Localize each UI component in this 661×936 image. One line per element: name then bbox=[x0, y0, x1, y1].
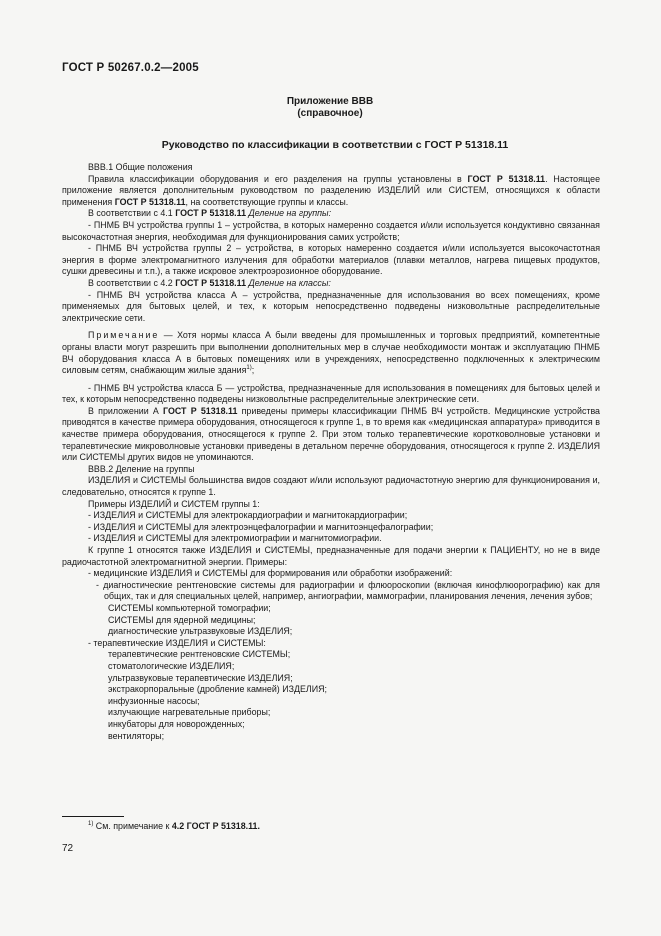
footnote-mark: 1) bbox=[88, 821, 94, 828]
appendix-subtitle: (справочное) bbox=[297, 108, 363, 119]
appendix-title: Приложение ВВВ bbox=[286, 96, 374, 107]
list-item: - ИЗДЕЛИЯ и СИСТЕМЫ для электрокардиографии и магнитокардиографии; bbox=[88, 510, 408, 521]
list-item: терапевтические рентгеновские СИСТЕМЫ; bbox=[108, 649, 291, 660]
list-item: вентиляторы; bbox=[108, 730, 165, 741]
list-item: излучающие нагревательные приборы; bbox=[108, 707, 271, 718]
list-item: СИСТЕМЫ компьютерной томографии; bbox=[108, 602, 271, 613]
paragraph: В приложении А ГОСТ Р 51318.11 приведены примеры классификации ПНМБ ВЧ устройств. Медицинские устройства приводятся в качестве примера оборудования, относящегося к группе 1, в то время как «медицинская аппаратура» приводится в качестве примера оборудования, относящегося к группе 2. При этом только терапевтические коротковолновые установки и терапевтические микроволновые установки приведены в детальном перечне оборудования, относящегося к группе 2. ИЗДЕЛИЯ или СИСТЕМЫ других видов не упоминаются. bbox=[62, 405, 600, 463]
list-item: - ПНМБ ВЧ устройства группы 1 – устройства, в которых намеренно создается и/или используется кондуктивно связанная высокочастотная энергия, необходимая для функционирования самих устройств; bbox=[62, 219, 600, 242]
body-text bbox=[62, 162, 600, 742]
note-label: Примечание bbox=[88, 330, 160, 341]
list-item: инфузионные насосы; bbox=[108, 695, 200, 706]
running-header: ГОСТ Р 50267.0.2—2005 bbox=[62, 62, 199, 74]
paragraph: Правила классификации оборудования и его разделения на группы установлены в ГОСТ Р 51318.11. Настоящее приложение является дополнительным руководством по разделению ИЗДЕЛИЙ или СИСТЕМ, относящихся к области применения ГОСТ Р 51318.11, на соответствующие группы и классы. bbox=[62, 173, 600, 207]
section-title: Руководство по классификации в соответствии с ГОСТ Р 51318.11 bbox=[161, 139, 509, 151]
footnote-divider bbox=[62, 816, 124, 817]
paragraph: К группе 1 относятся также ИЗДЕЛИЯ и СИСТЕМЫ, предназначенные для подачи энергии к ПАЦИЕНТУ, но не в виде радиочастотной электромагнитной энергии. Примеры: bbox=[62, 545, 600, 567]
list-item: - ПНМБ ВЧ устройства класса Б — устройства, предназначенные для использования в помещениях для бытовых целей и тех, к которым непосредственно подведены низковольтные распределительные электрические сети. bbox=[62, 382, 600, 405]
list-item: СИСТЕМЫ для ядерной медицины; bbox=[108, 614, 256, 625]
list-item: - медицинские ИЗДЕЛИЯ и СИСТЕМЫ для формирования или обработки изображений: bbox=[88, 568, 453, 579]
list-item: диагностические ультразвуковые ИЗДЕЛИЯ; bbox=[108, 626, 293, 637]
note: Примечание — Хотя нормы класса А были введены для промышленных и торговых предприятий, компетентные органы власти могут разрешить при выполнении дополнительных мер в случае необходимости монтаж и эксплуатацию ПНМБ ВЧ оборудования класса А в бытовых помещениях или в учреждениях, непосредственно подключенных к электрическим силовым сетям, снабжающим жилые здания$^{1)}$; bbox=[62, 330, 600, 376]
list-item: стоматологические ИЗДЕЛИЯ; bbox=[108, 660, 235, 671]
list-item: - терапевтические ИЗДЕЛИЯ и СИСТЕМЫ: bbox=[88, 637, 266, 648]
subsection-heading: ВВВ.2 Деление на группы bbox=[88, 463, 195, 474]
list-item: - диагностические рентгеновские системы для радиографии и флюороскопии (включая кинофлюорографию) как для общих, так и для специальных целей, например, ангиографии, маммографии, планирования лечения, лечения зубов; bbox=[96, 579, 600, 602]
list-item: - ПНМБ ВЧ устройства группы 2 – устройства, в которых намеренно создается и/или используется высокочастотная энергия в форме электромагнитного излучения для обработки материалов (плавки металлов, нагрева пищевых продуктов, сушки древесины и т.п.), а также искровое электроэрозионное оборудование. bbox=[62, 243, 600, 277]
list-item: - ПНМБ ВЧ устройства класса А – устройства, предназначенные для использования во всех помещениях, кроме применяемых для бытовых целей, и тех, к которым непосредственно подведены низковольтные распределительные электрические сети. bbox=[62, 289, 600, 323]
paragraph: ИЗДЕЛИЯ и СИСТЕМЫ большинства видов создают и/или используют радиочастотную энергию для функционирования и, следовательно, относятся к группе 1. bbox=[62, 475, 600, 498]
list-item: - ИЗДЕЛИЯ и СИСТЕМЫ для электромиографии и магнитомиографии. bbox=[88, 533, 382, 544]
footnote-ref: 1) bbox=[246, 365, 252, 372]
paragraph: Примеры ИЗДЕЛИЙ и СИСТЕМ группы 1: bbox=[88, 498, 260, 509]
paragraph: В соответствии с 4.2 ГОСТ Р 51318.11 Деление на классы: bbox=[88, 277, 331, 288]
list-item: ультразвуковые терапевтические ИЗДЕЛИЯ; bbox=[108, 672, 293, 683]
list-item: экстракорпоральные (дробление камней) ИЗДЕЛИЯ; bbox=[108, 684, 327, 695]
list-item: инкубаторы для новорожденных; bbox=[108, 718, 245, 729]
page-number: 72 bbox=[62, 843, 74, 854]
footnote: $^{1)}$ См. примечание к 4.2 ГОСТ Р 51318.11. bbox=[88, 821, 260, 831]
appendix-heading bbox=[220, 96, 440, 120]
paragraph: В соответствии с 4.1 ГОСТ Р 51318.11 Деление на группы: bbox=[88, 208, 332, 219]
list-item: - ИЗДЕЛИЯ и СИСТЕМЫ для электроэнцефалографии и магнитоэнцефалографии; bbox=[88, 521, 434, 532]
subsection-heading: ВВВ.1 Общие положения bbox=[88, 162, 193, 172]
